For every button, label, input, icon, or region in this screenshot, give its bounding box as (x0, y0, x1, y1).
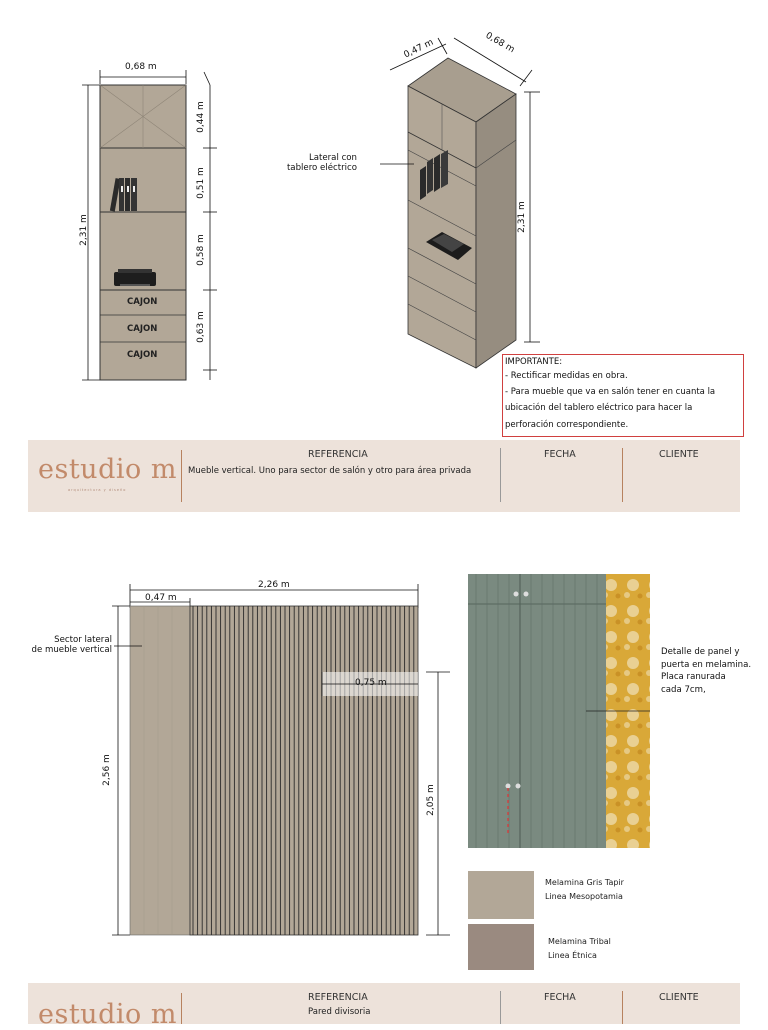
front-height-label: 2,31 m (79, 214, 89, 246)
title-block-2 (28, 983, 740, 1030)
client-label: CLIENTE (659, 449, 699, 460)
front-section-3-label: 0,58 m (196, 234, 206, 266)
reference-label: REFERENCIA (308, 992, 368, 1003)
door-height-label: 2,05 m (426, 784, 436, 816)
door-width-label: 0,75 m (355, 678, 387, 688)
reference-value: Mueble vertical. Uno para sector de salón y otro para área privada (188, 466, 472, 476)
drawer-label: CAJON (127, 324, 158, 334)
swatch-label-line: Linea Mesopotamia (545, 892, 623, 901)
reference-label: REFERENCIA (308, 449, 368, 460)
reference-value: Pared divisoria (308, 1007, 371, 1017)
brand-logo: estudio m (38, 454, 177, 485)
wall-elevation-drawing (100, 580, 460, 940)
swatch-label-line: Melamina Gris Tapir (545, 878, 624, 887)
swatch-label-line: Melamina Tribal (548, 937, 611, 946)
panel-photo (468, 574, 650, 848)
client-label: CLIENTE (659, 992, 699, 1003)
photo-callout-line: puerta en melamina. (661, 659, 752, 670)
important-note (502, 354, 744, 437)
divider (500, 448, 501, 502)
drawer-label: CAJON (127, 297, 158, 307)
wall-callout-line: Sector lateral (54, 635, 112, 645)
drawer-label: CAJON (127, 350, 158, 360)
photo-callout-line: Placa ranurada (661, 672, 726, 682)
brand-logo: estudio m (38, 999, 177, 1030)
note-line: ubicación del tablero eléctrico para hacer la (505, 403, 693, 414)
note-line: perforación correspondiente. (505, 419, 629, 430)
iso-width-label: 0,68 m (483, 30, 517, 56)
divider (622, 991, 623, 1024)
wall-callout-line: de mueble vertical (31, 645, 112, 655)
date-label: FECHA (544, 992, 576, 1003)
swatch-label-line: Linea Étnica (548, 951, 597, 960)
iso-height-label: 2,31 m (517, 201, 527, 233)
isometric-drawing (380, 30, 560, 375)
divider (181, 993, 182, 1024)
title-block-1 (28, 440, 740, 512)
photo-callout (661, 646, 751, 696)
note-title: IMPORTANTE: (505, 357, 563, 367)
iso-callout (283, 153, 357, 173)
note-line: - Para mueble que va en salón tener en cuanta la (505, 387, 716, 398)
divider (500, 991, 501, 1024)
iso-depth-label: 0,47 m (402, 37, 436, 61)
divider (181, 450, 182, 502)
wall-total-width-label: 2,26 m (258, 580, 290, 590)
iso-callout-line: tablero eléctrico (286, 163, 357, 173)
wall-callout (20, 635, 112, 655)
date-label: FECHA (544, 449, 576, 460)
material-swatch-tribal (468, 924, 534, 970)
wall-left-width-label: 0,47 m (145, 593, 177, 603)
swatch-label (545, 876, 624, 904)
material-swatch-gris-tapir (468, 871, 534, 919)
brand-tagline: arquitectura y diseño (68, 488, 127, 492)
photo-callout-line: cada 7cm, (661, 684, 706, 695)
front-section-2-label: 0,51 m (196, 167, 206, 199)
photo-callout-line: Detalle de panel y (661, 647, 740, 657)
divider (622, 448, 623, 502)
iso-callout-line: Lateral con (308, 153, 357, 163)
front-section-1-label: 0,44 m (196, 101, 206, 133)
swatch-label (548, 935, 611, 963)
front-elevation-drawing (70, 60, 230, 390)
front-width-label: 0,68 m (125, 62, 157, 72)
front-section-4-label: 0,63 m (196, 311, 206, 343)
wall-height-label: 2,56 m (102, 754, 112, 786)
note-line: - Rectificar medidas en obra. (505, 371, 628, 381)
